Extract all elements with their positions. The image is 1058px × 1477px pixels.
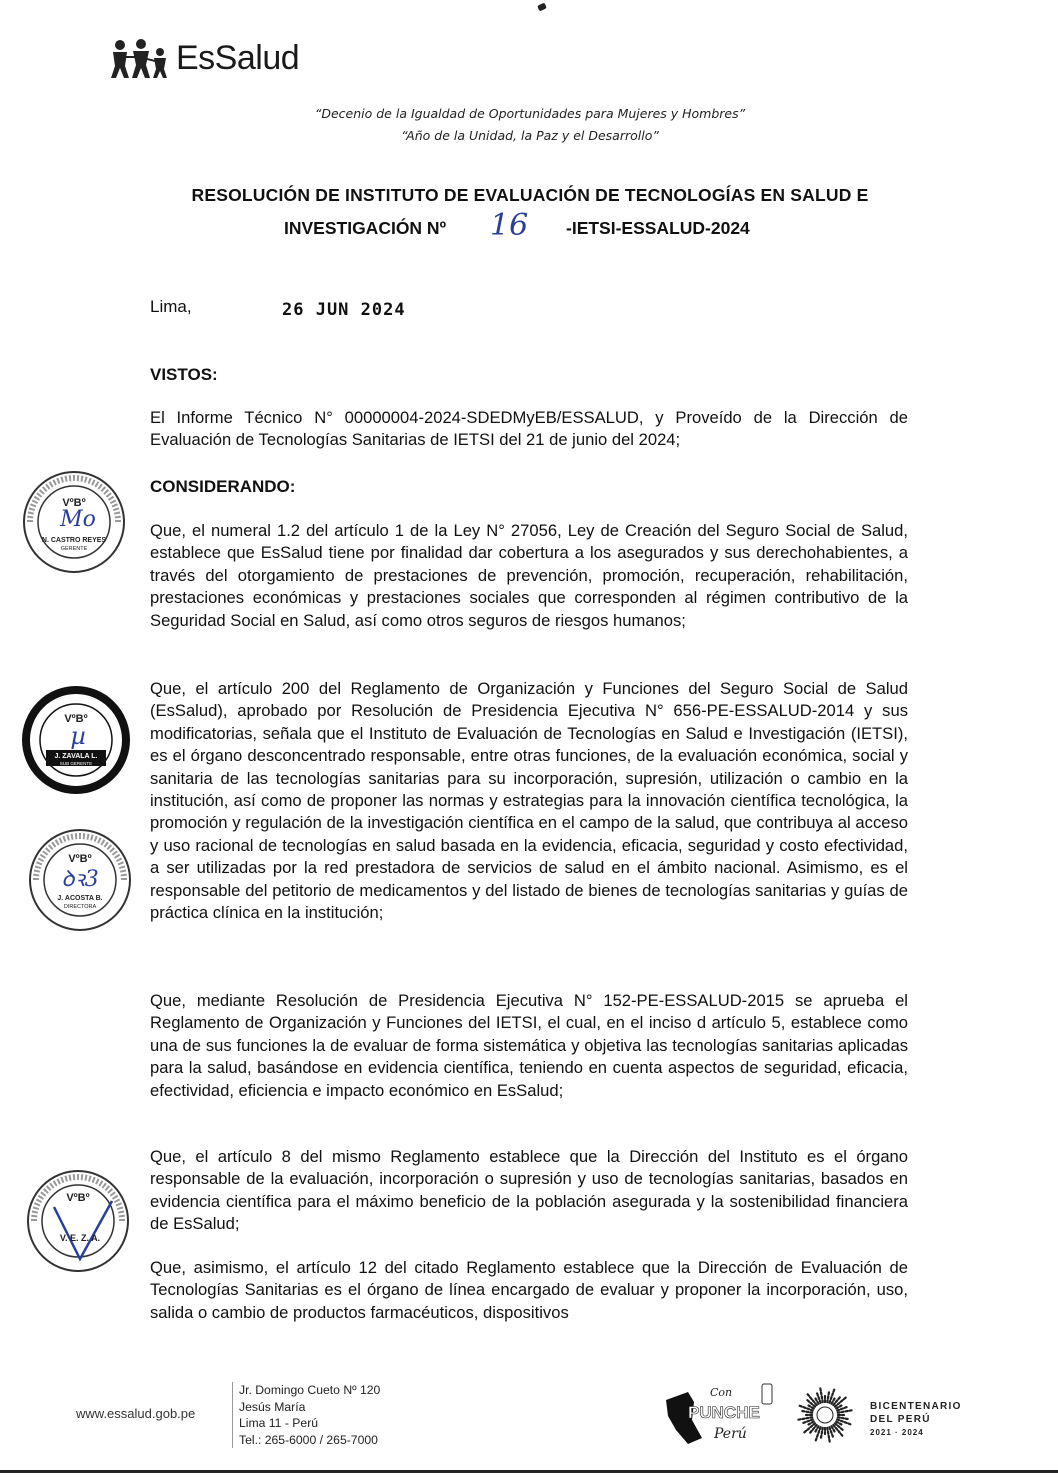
footer-address	[232, 1382, 380, 1448]
bicentenario-years: 2021 · 2024	[870, 1428, 924, 1437]
sun-ray	[821, 1428, 823, 1439]
svg-text:VºBº: VºBº	[66, 1192, 90, 1204]
svg-text:N. CASTRO REYES: N. CASTRO REYES	[41, 537, 107, 544]
sun-ray	[838, 1417, 849, 1419]
svg-text:Con: Con	[710, 1386, 733, 1399]
address-line-phone: Tel.: 265-6000 / 265-7000	[239, 1432, 378, 1447]
svg-text:GERENTE: GERENTE	[60, 546, 88, 552]
svg-text:Perú: Perú	[714, 1426, 747, 1442]
address-line-city: Lima 11 - Perú	[239, 1416, 319, 1430]
svg-text:J. ZAVALA L.: J. ZAVALA L.	[54, 753, 98, 760]
considerando-paragraph-2: Que, el artículo 200 del Reglamento de Organización y Funciones del Seguro Social de Salud (EsSalud), aprobado por Resolución de Presidencia Ejecutiva N° 656-PE-ESSALUD-2014 y sus modificatorias, señala que el Instituto de Evaluación de Tecnologías en Salud e Investigación (IETSI), es el órgano desconcentrado responsable, entre otras funciones, de la evaluación económica, social y sanitaria de las tecnologías sanitarias para su incorporación, supresión, utilización o cambio en la institución, así como de proponer las normas y estrategias para la innovación científica tecnológica, la promoción y regulación de la investigación científica en el campo de la salud, que contribuya al acceso y uso racional de tecnologías en salud basada en la evidencia, eficacia, seguridad y costo efectividad, a ser utilizadas por la red prestadora de servicios de salud en el ámbito nacional. Asimismo, es el responsable del petitorio de medicamentos y del listado de bienes de tecnologías sanitarias y guías de práctica clínica en la institución;	[150, 679, 908, 923]
svg-text:PUNCHE: PUNCHE	[688, 1403, 760, 1422]
considerando-paragraph-3: Que, mediante Resolución de Presidencia Ejecutiva N° 152-PE-ESSALUD-2015 se aprueba el Reglamento de Organización y Funciones del IETSI, el cual, en el inciso d artículo 5, establece como una de sus funciones la de evaluar de forma sistemática y objetiva las tecnologías sanitarias aplicadas para la salud, basándose en evidencia científica, teniendo en cuenta aspectos de seguridad, eficacia, efectividad, eficiencia e impacto económico en EsSalud;	[150, 991, 908, 1100]
vistos-heading: VISTOS:	[150, 365, 218, 384]
considerando-paragraph-1: Que, el numeral 1.2 del artículo 1 de la Ley N° 27056, Ley de Creación del Seguro Social de Salud, establece que EsSalud tiene por finalidad dar cobertura a los asegurados y sus derechohabientes, a través del otorgamiento de prestaciones de prevención, promoción, recuperación, rehabilitación, prestaciones económicas y prestaciones sociales que corresponden al régimen contributivo de la Seguridad Social en Salud, así como otros seguros de riesgos humanos;	[150, 521, 908, 630]
address-line-district: Jesús María	[239, 1399, 306, 1414]
title-number-suffix: -IETSI-ESSALUD-2024	[566, 218, 750, 238]
approval-seal-castro	[20, 468, 128, 576]
footer-rule	[0, 1470, 1058, 1473]
svg-text:Mo: Mo	[60, 507, 96, 532]
motto-decenio: “Decenio de la Igualdad de Oportunidades para Mujeres y Hombres”	[314, 106, 746, 121]
sun-ray	[801, 1411, 812, 1413]
sun-ray	[838, 1410, 853, 1413]
sun-ray	[797, 1417, 812, 1420]
essalud-logo	[108, 38, 299, 78]
svg-text:VºBº: VºBº	[62, 497, 86, 509]
resolution-title-line-2	[284, 208, 804, 250]
sun-ray	[827, 1391, 829, 1402]
address-line-street: Jr. Domingo Cueto Nº 120	[239, 1383, 381, 1397]
sun-ray	[827, 1428, 830, 1443]
essalud-family-icon	[108, 38, 174, 78]
bicentenario-text	[870, 1400, 962, 1439]
resolution-number-handwritten: 16	[490, 208, 529, 243]
approval-seal-zavala	[22, 686, 130, 794]
svg-text:VºBº: VºBº	[64, 713, 88, 725]
date-stamp: 26 JUN 2024	[282, 300, 406, 320]
approval-seal-legal-office	[24, 1167, 132, 1275]
date-place: Lima,	[150, 297, 192, 316]
svg-text:µ: µ	[70, 722, 86, 750]
bicentenario-sun-icon	[790, 1382, 860, 1448]
considerando-heading: CONSIDERANDO:	[150, 477, 296, 496]
approval-seal-acosta	[26, 826, 134, 934]
vistos-paragraph: El Informe Técnico N° 00000004-2024-SDEDMyEB/ESSALUD, y Proveído de la Dirección de Evaluación de Tecnologías Sanitarias de IETSI del 21 de junio del 2024;	[150, 408, 908, 450]
svg-text:ꝺꝛ3: ꝺꝛ3	[61, 867, 99, 892]
svg-text:VºBº: VºBº	[68, 853, 92, 865]
svg-text:J. ACOSTA B.: J. ACOSTA B.	[57, 895, 103, 902]
bicentenario-line-2: DEL PERÚ	[870, 1414, 931, 1425]
svg-text:V. E. Z. A.: V. E. Z. A.	[59, 1233, 101, 1243]
title-number-prefix: INVESTIGACIÓN Nº	[284, 218, 446, 238]
considerando-paragraph-4: Que, el artículo 8 del mismo Reglamento establece que la Dirección del Instituto es el órgano responsable de la evaluación, incorporación o supresión y uso de tecnologías sanitarias, basados en evidencia científica para el máximo beneficio de la población asegurada y la sostenibilidad financiera de EsSalud;	[150, 1147, 908, 1234]
scan-mark	[537, 3, 547, 12]
con-punche-peru-logo	[658, 1380, 778, 1450]
considerando-paragraph-5: Que, asimismo, el artículo 12 del citado Reglamento establece que la Dirección de Evaluación de Tecnologías Sanitarias es el órgano de línea encargado de evaluar y proponer la incorporación, uso, salida o cambio de productos farmacéuticos, dispositivos	[150, 1258, 908, 1322]
sun-ray	[820, 1387, 823, 1402]
brand-name: EsSalud	[176, 38, 300, 77]
svg-text:DIRECTORA: DIRECTORA	[63, 904, 97, 910]
footer-website: www.essalud.gob.pe	[76, 1406, 196, 1421]
motto-anio: “Año de la Unidad, la Paz y el Desarrollo”	[401, 128, 659, 143]
svg-text:SUB GERENTE: SUB GERENTE	[59, 761, 93, 766]
bicentenario-line-1: BICENTENARIO	[870, 1401, 962, 1412]
resolution-title-line-1: RESOLUCIÓN DE INSTITUTO DE EVALUACIÓN DE TECNOLOGÍAS EN SALUD E	[191, 185, 869, 205]
